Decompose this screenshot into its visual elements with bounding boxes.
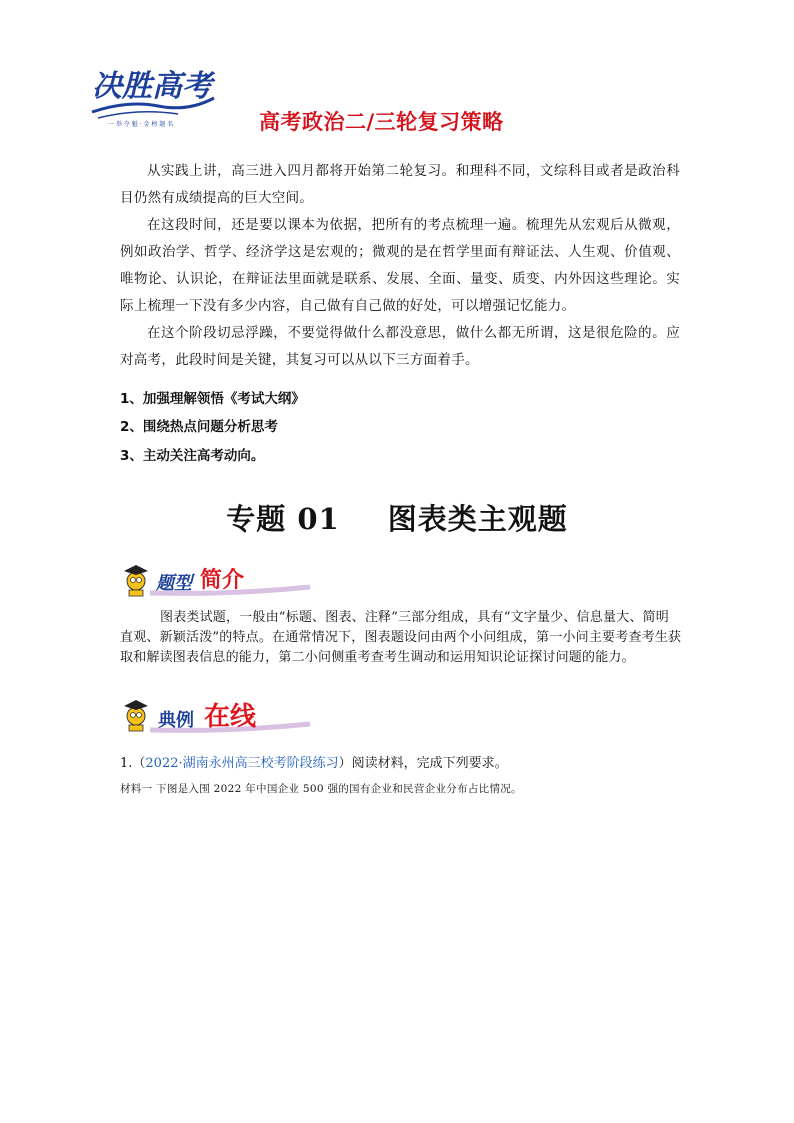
point-1: 1、加强理解领悟《考试大纲》 xyxy=(120,391,305,407)
logo-subtext: 一 举 夺 魁 · 金 榜 题 名 xyxy=(108,121,174,128)
section-badge-intro-label-a: 题型 xyxy=(156,573,192,594)
section-badge-intro xyxy=(120,555,320,603)
question-1 xyxy=(120,752,508,771)
intro-paragraph: 图表类试题，一般由“标题、图表、注释”三部分组成，具有“文字量少、信息量大、简明直观、新颖活泼”的特点。在通常情况下，图表题设问由两个小问组成，第一小问主要考查考生获取和解读图表信息的能力，第二小问侧重考查考生调动和运用知识论证探讨问题的能力。 xyxy=(120,610,682,665)
document-title: 高考政治二/三轮复习策略 xyxy=(259,110,504,134)
section-badge-example xyxy=(120,690,320,738)
question-suffix: ）阅读材料，完成下列要求。 xyxy=(338,756,508,771)
section-badge-intro-label-b: 简介 xyxy=(200,567,245,593)
point-2: 2、围绕热点问题分析思考 xyxy=(120,419,278,435)
question-prefix: 1.（ xyxy=(120,756,146,771)
question-source-link[interactable]: 2022·湖南永州高三校考阶段练习 xyxy=(145,756,339,771)
section-badge-example-label-a: 典例 xyxy=(158,710,194,731)
paragraph-2: 在这段时间，还是要以课本为依据，把所有的考点梳理一遍。梳理先从宏观后从微观，例如政治学、哲学、经济学这是宏观的；微观的是在哲学里面有辩证法、人生观、价值观、唯物论、认识论，在辩证法里面就是联系、发展、全面、量变、质变、内外因这些理论。实际上梳理一下没有多少内容，自己做有自己做的好处，可以增强记忆能力。 xyxy=(120,217,680,314)
material-1-line: 材料一 下图是入围 2022 年中国企业 500 强的国有企业和民营企业分布占比情况。 xyxy=(120,783,522,795)
logo xyxy=(88,60,218,130)
paragraph-1: 从实践上讲，高三进入四月都将开始第二轮复习。和理科不同，文综科目或者是政治科目仍然有成绩提高的巨大空间。 xyxy=(120,163,680,206)
section-badge-example-label-b: 在线 xyxy=(204,702,257,732)
paragraph-3: 在这个阶段切忌浮躁，不要觉得做什么都没意思，做什么都无所谓，这是很危险的。应对高考，此段时间是关键，其复习可以从以下三方面着手。 xyxy=(120,325,680,368)
topic-title xyxy=(0,497,794,538)
topic-number: 专题 01 xyxy=(226,502,340,536)
point-3: 3、主动关注高考动向。 xyxy=(120,448,265,464)
topic-name: 图表类主观题 xyxy=(387,502,568,536)
logo-text: 决胜高考 xyxy=(92,69,212,104)
